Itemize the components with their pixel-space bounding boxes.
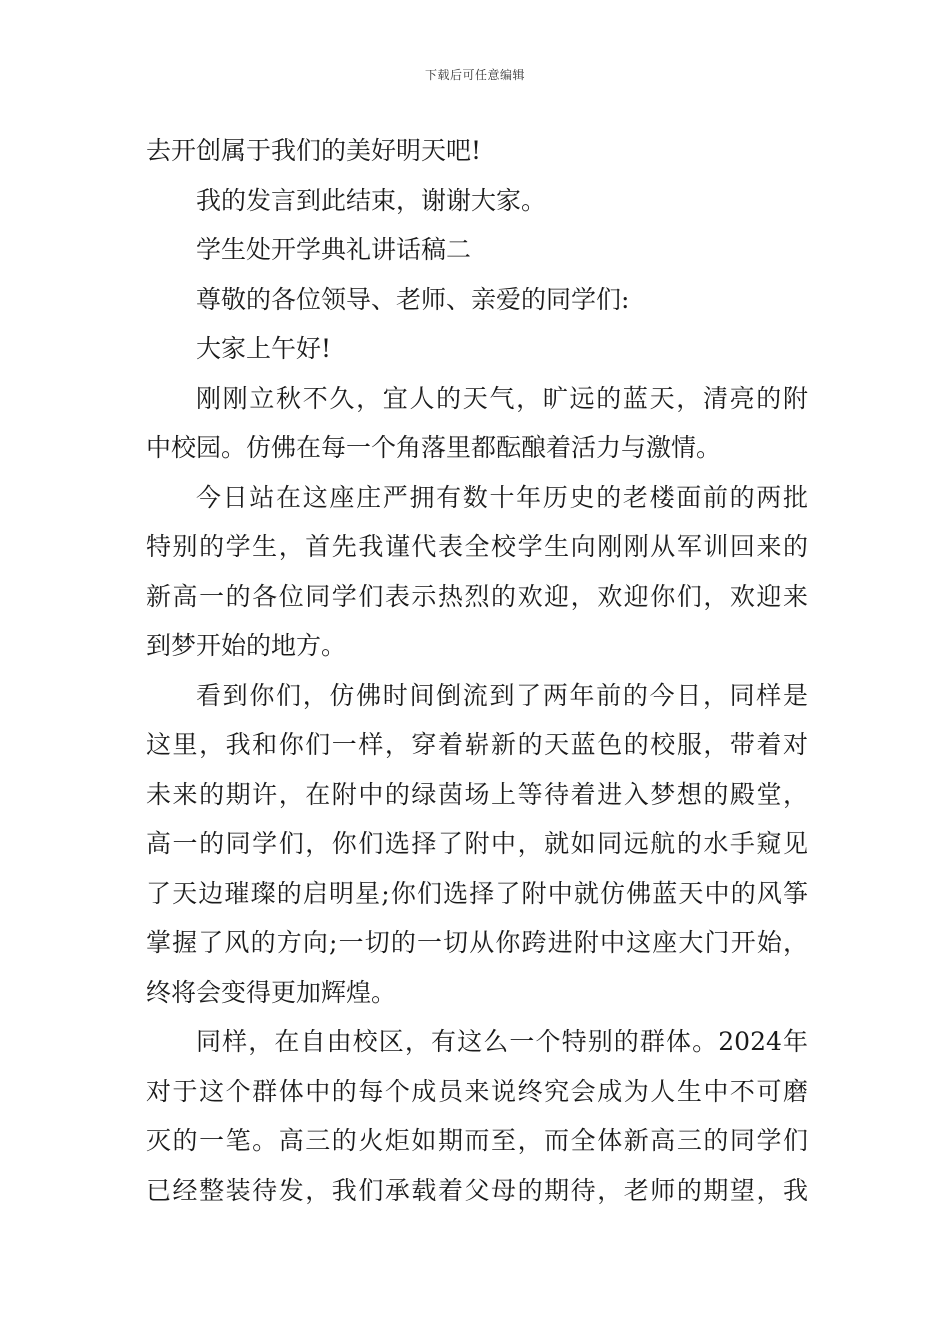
page-header: 下载后可任意编辑 xyxy=(424,68,525,82)
text-line: 刚刚立秋不久，宜人的天气，旷远的蓝天，清亮的附 xyxy=(196,383,808,413)
text-line: 已经整装待发，我们承载着父母的期待，老师的期望，我 xyxy=(146,1175,808,1205)
section-title: 学生处开学典礼讲话稿二 xyxy=(196,235,472,264)
text-line: 看到你们，仿佛时间倒流到了两年前的今日，同样是 xyxy=(196,680,808,710)
text-line: 到梦开始的地方。 xyxy=(146,631,347,660)
text-line: 掌握了风的方向;一切的一切从你跨进附中这座大门开始， xyxy=(146,928,808,957)
greeting: 大家上午好! xyxy=(196,334,332,363)
text-line: 终将会变得更加辉煌。 xyxy=(146,977,397,1007)
text-line: 灭的一笔。高三的火炬如期而至，而全体新高三的同学们 xyxy=(146,1126,808,1155)
text-line: 未来的期许，在附中的绿茵场上等待着进入梦想的殿堂， xyxy=(146,779,808,809)
text-line: 新高一的各位同学们表示热烈的欢迎，欢迎你们，欢迎来 xyxy=(146,581,808,611)
text-line: 高一的同学们，你们选择了附中，就如同远航的水手窥见 xyxy=(146,829,808,858)
text-line: 今日站在这座庄严拥有数十年历史的老楼面前的两批 xyxy=(196,482,808,512)
text-line: 了天边璀璨的启明星;你们选择了附中就仿佛蓝天中的风筝 xyxy=(146,878,808,908)
salutation: 尊敬的各位领导、老师、亲爱的同学们: xyxy=(196,284,630,314)
text-line: 去开创属于我们的美好明天吧! xyxy=(146,136,482,165)
text-line: 中校园。仿佛在每一个角落里都酝酿着活力与激情。 xyxy=(146,433,722,462)
text-line: 同样，在自由校区，有这么一个特别的群体。2024年 xyxy=(196,1027,808,1056)
text-line: 我的发言到此结束，谢谢大家。 xyxy=(196,185,547,215)
text-line: 这里，我和你们一样，穿着崭新的天蓝色的校服，带着对 xyxy=(146,730,808,759)
text-line: 对于这个群体中的每个成员来说终究会成为人生中不可磨 xyxy=(146,1076,808,1106)
document-body xyxy=(146,126,808,1215)
text-line: 特别的学生，首先我谨代表全校学生向刚刚从军训回来的 xyxy=(146,532,808,561)
